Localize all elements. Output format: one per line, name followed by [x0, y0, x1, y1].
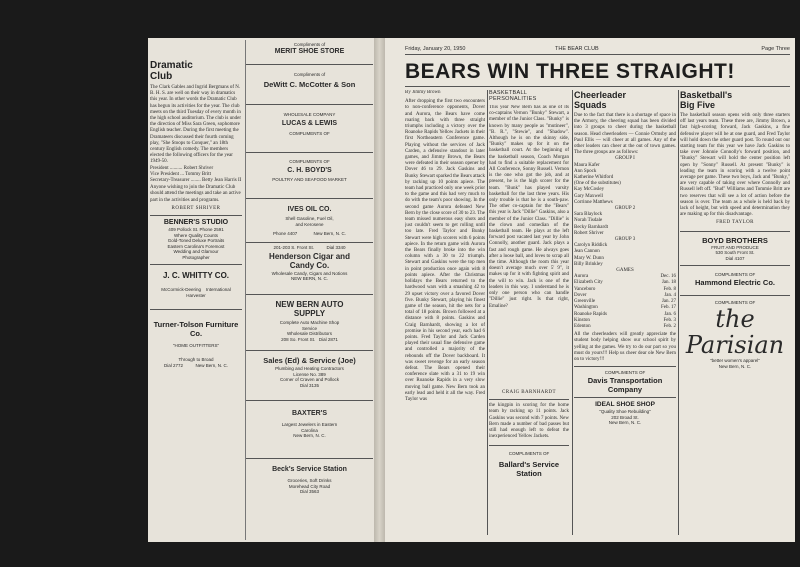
masthead — [405, 46, 790, 54]
list-item: Maura Kafer — [574, 162, 600, 168]
divider — [150, 215, 242, 216]
boyd-post: POULTRY AND SEAFOOD MARKET — [272, 176, 347, 182]
whitty-line-1: McCormick-Deering International — [161, 287, 231, 293]
list-item: Robert Shriver — [574, 230, 604, 236]
divider — [150, 264, 242, 265]
game-row: Aurora Dec. 16 — [574, 274, 676, 280]
group2-title: GROUP 2 — [614, 206, 636, 212]
boyd-pre: COMPLIMENTS OF — [289, 159, 330, 164]
merit-pre: Compliments of — [293, 42, 326, 47]
game-row: Greenville Jan. 27 — [574, 299, 676, 305]
divider — [150, 309, 242, 310]
list-item: Jean Cannon — [574, 249, 600, 255]
dewitt-name: DeWitt C. McCotter & Son — [263, 79, 356, 89]
list-item: Norah Tisdale — [574, 218, 603, 224]
cheer-closing: All the cheerleaders will greatly appreciate the student body helping show our school spirit by yelling at the games. We try to do our part so you must do yours!!! Help us cheer dear ole New Bern on to victory!!! — [574, 332, 676, 362]
hammond-pre: COMPLIMENTS OF — [714, 272, 756, 278]
ideal-ad — [574, 401, 676, 426]
list-item: Corrinne Matthews — [574, 199, 613, 205]
henderson-ad — [246, 242, 373, 295]
list-item: Billy Brinkley — [574, 261, 603, 267]
list-item: Gary Maxwell — [574, 193, 604, 199]
bigfive-title-2: Big Five — [680, 100, 716, 110]
turner-name: Turner-Tolson Furniture Co. — [153, 320, 239, 339]
ives-line-3: Phone 4407 New Bern, N. C. — [272, 231, 347, 236]
boyd-brothers-name: BOYD BROTHERS — [702, 235, 768, 245]
masthead-page: Page Three — [761, 46, 790, 52]
lucas-ad — [246, 104, 373, 153]
sales-line-1: Plumbing and Heating Contractors — [275, 366, 344, 371]
boyd-brothers-line-1: FRUIT AND PRODUCE — [711, 244, 759, 250]
merit-ad — [246, 40, 373, 65]
baxter-name: BAXTER'S — [291, 410, 328, 417]
personalities-column — [489, 90, 569, 540]
club-title-1: Dramatic — [150, 60, 193, 71]
column-rule — [678, 90, 679, 535]
benner-line-1: 409 Pollock St. Phone 2591 — [168, 227, 224, 233]
henderson-name: Henderson Cigar and Candy Co. — [269, 251, 350, 270]
lucas-name: LUCAS & LEWIS — [281, 119, 338, 127]
henderson-top: 201-203 S. Front St. Dial 3340 — [273, 245, 346, 250]
bigfive-column — [680, 90, 790, 540]
dramatic-club-column — [150, 60, 242, 540]
story-continued: the kingpin in scoring for the home team by racking up 11 points. Jack Gaskins was second with 7 points. New Bern made a number of bad passes but still had enough left to defeat the inexperienced Yellow Jackets. — [489, 403, 569, 440]
ideal-line-2: 202 Broad St. — [611, 414, 639, 420]
club-byline: ROBERT SHRIVER — [171, 205, 221, 211]
games-list — [574, 274, 676, 330]
story-text: After dropping the first two encounters to non-conference opponents, Dover and Aurora, the Bears have come roaring back with three straight triumphs including a victory over the Roanoke Rapids Yellow Jackets in their first Northeastern Conference game. Playing without the services of Jack Carden, a defensive standout in later games, and Jimmy Brown, the Bears were defeated in their season opener by Dover 46 to 29. Jack Gaskins and Bunky Stewart sparked the Bears attack by racking up 10 points apiece. The team had practiced only one week prior to the game and this had very much to do with the team's poor showing. In the second game Aurora defeated New Bern by the close score of 30 to 23. The team missed numerous easy shots and just couldn't seem to get rolling until too late. Fred Taylor and Bunky Stewart were high scorers with 6 points apiece. In the return game with Aurora the Bears finally broke into the win column with a 30 to 22 triumph. Stewart and Gaskins were the top men in point production once again with 8 points apiece. After the Christmas holidays the Bears returned to the hardwood wars with a smashing 42 to 29 upset victory over a favored Dover five. Bunky Stewart, playing his finest game of the season, hit the nets for a total of 18 points. Brown followed at a distance with 8 points. Gaskins and Craig Barnhardt, showing a lot of promise in his second year, each had 6 points. Fred Taylor and Jack Carden played their usual fine defensive game and controlled a majority of the rebounds off the Dover backboard. It was sweet revenge for an early season defeat. The Bears opened their conference slate with a 31 to 19 win over Roanoke Rapids in a very slow moving ball game. New Bern took an early lead and held it all the way. Fred Taylor was — [405, 99, 485, 402]
whitty-line-2: Harvester — [186, 293, 206, 299]
divider — [574, 366, 676, 367]
cheer-column — [574, 90, 676, 540]
headline: BEARS WIN THREE STRAIGHT! — [405, 60, 735, 83]
benner-line-4: Eastern Carolina's Foremost — [167, 243, 225, 249]
left-page — [148, 38, 374, 542]
bigfive-text: The basketball season opens with only three starters off last years team. These three are, Jimmy Brown, a fast high-scoring forward, Jack Gaskins, a fine defensive player will be at one guard, and Fred Taylor will hold down the other guard post. To round out our starting team for this year we have Jack Gaskins to take over Johnnie Connolly's forward position, and "Bunky" Stewart will hold the center position left open by "Sonny" Russell. At present "Bunky" is leading the team in scoring with a twelve point average per game. These two boys, Jack and "Bunky," are very capable of taking over where Connolly and Russell left off. "Bud" Williams and Tommie Britt are two reserves that will see a lot of action before the season is over. The team as a whole is held back by lack of height, but with speed and determination they are making up for this disadvantage. — [680, 113, 790, 218]
cheer-text: Due to the fact that there is a shortage of space in the Armory, the cheering squad has been divided into 3 groups to cheer during the basketball season. Head cheerleaders — Connie Ormsby and Paul Ellis — will cheer at all games. Any of the other leaders can cheer at the out of town games. The three groups are as follows: — [574, 113, 676, 156]
turner-ad — [150, 320, 242, 369]
benner-name: BENNER'S STUDIO — [163, 219, 229, 227]
benner-line-5: Wedding and Glamour — [173, 249, 219, 255]
turner-line-1: Through to Broad — [178, 357, 214, 363]
benner-line-2: Where Quality Counts — [173, 232, 219, 238]
ballard-ad — [489, 451, 569, 478]
list-item: Ann Spock — [574, 168, 597, 174]
ives-line-1: Shell Gasoline, Fuel Oil, — [285, 216, 334, 221]
masthead-rule — [405, 54, 790, 55]
sales-line-2: License No. 389 — [293, 371, 326, 377]
boyd-brothers-ad — [680, 236, 790, 262]
nbauto-line-3: Wholesale Distributors — [286, 331, 332, 336]
game-row: Washington Feb. 17 — [574, 305, 676, 311]
ideal-line-1: "Quality Shoe Rebuilding" — [599, 409, 651, 415]
davis-name: Davis Transportation Company — [587, 376, 663, 395]
group3-title: GROUP 3 — [614, 237, 636, 243]
baxter-line-3: New Bern, N. C. — [293, 433, 326, 438]
hammond-name: Hammond Electric Co. — [694, 278, 776, 288]
henderson-line-1: Wholesale Candy, Cigars and Notions — [271, 270, 348, 276]
game-row: Edenton Feb. 2 — [574, 323, 676, 329]
story-byline: By Jimmy Brown — [405, 90, 441, 95]
benner-line-3: Gold-Toned Deluxe Portraits — [167, 238, 225, 244]
group1-title: GROUP I — [615, 156, 635, 162]
merit-name: MERIT SHOE STORE — [274, 47, 345, 55]
boyd-ad — [246, 152, 373, 199]
ives-ad — [246, 198, 373, 243]
nbauto-line-2: Service — [301, 325, 317, 331]
parisian-logo: the Parisian — [685, 305, 785, 360]
story-column — [405, 90, 485, 540]
list-item: Becky Barnhardt — [574, 224, 609, 230]
dewitt-ad — [246, 64, 373, 105]
column-rule — [572, 90, 573, 535]
nbauto-line-1: Complete Auto Machine Shop — [279, 320, 340, 325]
ives-line-2: and Kerosene — [295, 221, 324, 227]
divider — [680, 295, 790, 296]
list-item: Mary W. Dunn — [574, 255, 604, 261]
davis-ad — [574, 370, 676, 394]
beck-ad — [246, 458, 373, 504]
beck-name: Beck's Service Station — [272, 466, 347, 473]
bigfive-title-1: Basketball's — [680, 90, 733, 100]
ballard-pre: COMPLIMENTS OF — [508, 451, 550, 457]
club-text: The Clark Gables and Ingrid Bergmans of N. B. H. S. are well on their way in dramatics this year. In other words the Dramatic Club has begun its activities for the year. The club meets on the third Tuesday of every month in the high school auditorium. The club is under the direction of Miss Sara Green, sophomore English teacher. During the first meeting the Dramateers discussed their fourth coming play, "She Stoops to Conquer," an 18th century English comedy. The members elected the following officers for the year 1949-50. — [150, 85, 242, 165]
turner-line-2: Dial 2772 New Bern, N. C. — [163, 363, 229, 369]
parisian-line-2: New Bern, N. C. — [718, 363, 752, 369]
divider — [574, 397, 676, 398]
game-row: Roanoke Rapids Jan. 6 — [574, 311, 676, 317]
personalities-title-2: PERSONALITIES — [489, 96, 537, 102]
sales-line-3: Corner of Craven and Pollock — [279, 377, 340, 382]
ideal-name: IDEAL SHOE SHOP — [595, 401, 655, 409]
lucas-post: COMPLIMENTS OF — [289, 130, 330, 136]
game-row: Dover Jan. 4 — [574, 292, 676, 298]
divider — [680, 265, 790, 266]
beck-line-2: Morehead City Road — [288, 483, 331, 489]
sales-ad — [246, 350, 373, 401]
group2-list — [574, 212, 676, 237]
game-row: Elizabeth City Jan. 18 — [574, 280, 676, 286]
sales-line-4: Dial 3135 — [299, 382, 319, 388]
list-item: Carolyn Riddick — [574, 243, 608, 249]
baxter-ad — [246, 400, 373, 459]
bigfive-byline: FRED TAYLOR — [716, 220, 754, 226]
benner-ad — [150, 219, 242, 260]
club-title-2: Club — [150, 71, 173, 82]
parisian-pre: COMPLIMENTS OF — [714, 300, 756, 306]
nbauto-ad — [246, 294, 373, 351]
club-officer-1: President .......... Robert Shriver — [150, 165, 214, 171]
dewitt-pre: Compliments of — [293, 72, 326, 77]
beck-line-3: Dial 3563 — [299, 489, 319, 494]
benner-line-6: Photographer — [182, 254, 210, 260]
ideal-line-3: New Bern, N. C. — [608, 420, 642, 426]
baxter-line-1: Largest Jewelers in Eastern — [281, 422, 338, 427]
left-ads-column — [245, 40, 373, 540]
sales-name: Sales (Ed) & Service (Joe) — [263, 356, 356, 365]
baxter-line-2: Carolina — [301, 427, 318, 433]
list-item: Katherine Whitford — [574, 175, 614, 181]
nbauto-name: NEW BERN AUTO SUPPLY — [275, 300, 344, 318]
hammond-ad — [680, 272, 790, 287]
personalities-text: This year New Bern has as one of its co-captains Vernon "Bunky" Stewart, a member of the Junior Class. "Bunky" is known by many people as "mutineer", "B. R.", "Stewie", and "Shadow". Although he is on the skinny side, "Bunky" makes up for it on the basketball court. At the beginning of the basketball season, Coach Morgan had to find a suitable replacement for All Conference, Sonny Russell. Vernon is the one who got the job, and at present, he is the high scorer for the team. "Bunk" has played varsity basketball for the last three years. His only trouble is that he is a south-paw. The other co-captain for the "Bears" this year is Jack "Dillie" Gaskins, also a member of the Junior Class. "Dillie" is the clown and comedian of the basketball team. He plays at the left forward post vacated last year by John Connolly, another guard. Jack plays a fast and rough game. He always goes after a loose ball, and loves to scrap all the time. Although the room this year doesn't average much over 5' 9", it makes up for it with fighting spirit and the will to win. Jack is one of the leaders in this way. I understand he is only one person who can handle "Dillie" just right. Is that right, Emaline? — [489, 105, 569, 309]
list-item: Sara Blaylock — [574, 212, 603, 218]
ives-name: IVES OIL CO. — [287, 206, 332, 213]
club-officer-3: Secretary-Treasurer ........ Betty Jean Harris II — [150, 178, 242, 184]
turner-tag: "HOME OUTFITTERS" — [172, 343, 220, 349]
ballard-name: Ballard's Service Station — [498, 460, 560, 479]
whitty-name: J. C. WHITTY CO. — [162, 271, 230, 281]
divider — [489, 445, 569, 446]
masthead-paper: THE BEAR CLUB — [555, 46, 599, 52]
game-row: Vanceboro Feb. 8 — [574, 286, 676, 292]
boyd-name: C. H. BOYD'S — [287, 166, 332, 174]
personalities-byline: CRAIG BARNHARDT — [502, 390, 556, 395]
boyd-brothers-line-2: 530 South Front St. — [715, 250, 755, 256]
column-rule — [487, 90, 488, 535]
page-fold — [374, 38, 385, 542]
davis-pre: COMPLIMENTS OF — [604, 370, 646, 376]
nbauto-line-4: 208 So. Front St. Dial 2871 — [281, 336, 338, 342]
boyd-brothers-line-3: Dial 4107 — [725, 255, 745, 261]
cheer-title-2: Squads — [574, 100, 607, 110]
parisian-ad — [680, 300, 790, 369]
masthead-date: Friday, January 20, 1950 — [405, 46, 466, 52]
group3-list — [574, 243, 676, 268]
parisian-line-1: "better women's apparel" — [710, 358, 760, 364]
list-item: Kay McCosley — [574, 187, 605, 193]
club-closing: Anyone wishing to join the Dramatic Club should attend the meetings and take an active part in the activities and programs. — [150, 185, 241, 203]
list-item: (One of the substitutes) — [574, 181, 621, 187]
cheer-title-1: Cheerleader — [574, 90, 627, 100]
divider — [680, 231, 790, 232]
whitty-ad — [150, 271, 242, 299]
divider — [489, 399, 569, 400]
club-officer-2: Vice President ... Tommy Britt — [150, 171, 212, 177]
headline-rule — [405, 86, 790, 87]
games-title: GAMES — [616, 268, 634, 274]
beck-line-1: Groceries, Soft Drinks — [287, 478, 332, 483]
personalities-title-1: BASKETBALL — [489, 90, 528, 96]
group1-list — [574, 163, 676, 206]
lucas-pre: WHOLESALE COMPANY — [283, 112, 336, 117]
right-page — [385, 38, 795, 542]
game-row: Kinston Feb. 3 — [574, 317, 676, 323]
henderson-line-2: NEW BERN, N. C. — [290, 276, 328, 281]
